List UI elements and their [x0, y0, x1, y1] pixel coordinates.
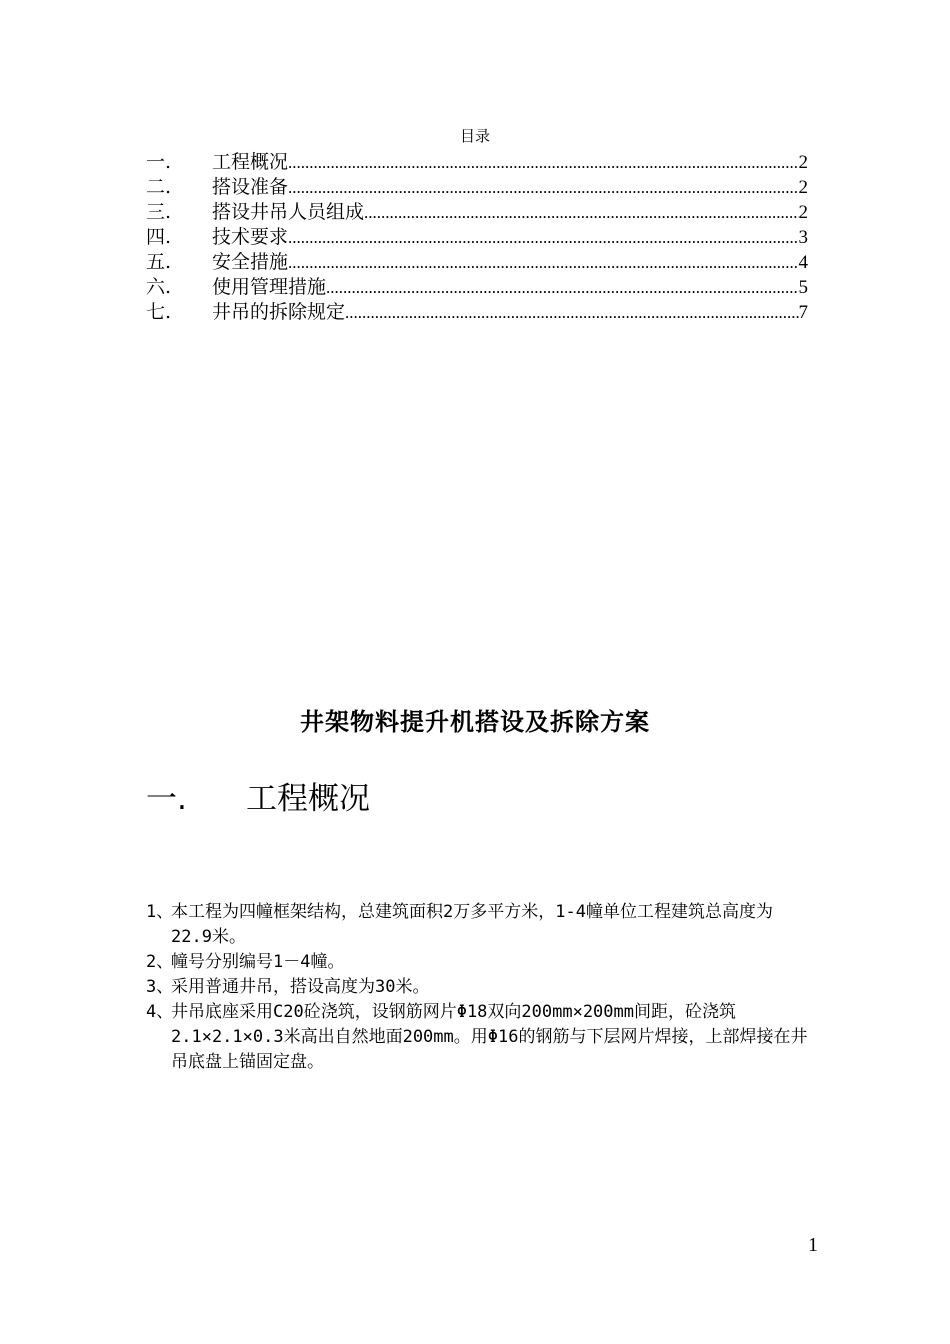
section-number: 一.	[146, 781, 187, 817]
list-item	[146, 1000, 810, 1075]
list-item-marker: 3、	[146, 977, 174, 997]
toc-entry[interactable]	[146, 275, 808, 300]
toc-dot-leader	[326, 275, 798, 300]
toc-entry[interactable]	[146, 200, 808, 225]
toc-dot-leader	[288, 175, 798, 200]
toc-entry-page: 2	[798, 152, 808, 173]
toc-entry[interactable]	[146, 175, 808, 200]
list-item	[146, 950, 810, 975]
toc-entry-number: 五.	[146, 251, 172, 273]
toc-entry-number: 七.	[146, 301, 172, 323]
toc-entry-number: 六.	[146, 276, 172, 298]
toc-entry-number: 三.	[146, 201, 172, 223]
table-of-contents	[146, 150, 808, 325]
toc-entry-label: 工程概况	[212, 151, 289, 173]
section-title: 工程概况	[246, 781, 370, 817]
list-item-text: 井吊底座采用C20砼浇筑，设钢筋网片Φ18双向200mm×200mm间距，砼浇筑2.1×2.1×0.3米高出自然地面200mm。用Φ16的钢筋与下层网片焊接，上部焊接在井吊底盘上锚固定盘。	[171, 1002, 808, 1072]
toc-entry-number: 四.	[146, 226, 172, 248]
list-item-text: 本工程为四幢框架结构，总建筑面积2万多平方米，1-4幢单位工程建筑总高度为22.9米。	[171, 902, 773, 947]
page-number: 1	[808, 1234, 818, 1256]
toc-entry-page: 4	[798, 252, 808, 273]
toc-entry-label: 技术要求	[212, 226, 289, 248]
list-item-marker: 1、	[146, 902, 174, 922]
toc-entry-page: 3	[798, 227, 808, 248]
toc-entry-label: 井吊的拆除规定	[212, 301, 346, 323]
toc-entry-label: 使用管理措施	[212, 276, 327, 298]
list-item-text: 采用普通井吊，搭设高度为30米。	[171, 977, 430, 997]
toc-entry-page: 7	[798, 302, 808, 323]
toc-dot-leader	[288, 150, 798, 175]
toc-dot-leader	[288, 250, 798, 275]
toc-dot-leader	[364, 200, 798, 225]
toc-dot-leader	[288, 225, 798, 250]
list-item	[146, 900, 810, 950]
list-item-text: 幢号分别编号1－4幢。	[171, 952, 345, 972]
toc-entry[interactable]	[146, 250, 808, 275]
section-body-list	[146, 900, 810, 1075]
toc-entry-number: 一.	[146, 151, 172, 173]
toc-entry-number: 二.	[146, 176, 172, 198]
toc-entry-page: 2	[798, 177, 808, 198]
toc-dot-leader	[345, 300, 798, 325]
toc-entry-label: 安全措施	[212, 251, 289, 273]
toc-entry[interactable]	[146, 225, 808, 250]
document-title: 井架物料提升机搭设及拆除方案	[300, 707, 650, 736]
toc-entry[interactable]	[146, 150, 808, 175]
toc-entry[interactable]	[146, 300, 808, 325]
list-item	[146, 975, 810, 1000]
toc-entry-page: 2	[798, 202, 808, 223]
toc-entry-label: 搭设准备	[212, 176, 289, 198]
toc-entry-label: 搭设井吊人员组成	[212, 201, 365, 223]
toc-entry-page: 5	[798, 277, 808, 298]
list-item-marker: 4、	[146, 1002, 174, 1022]
section-heading	[146, 776, 808, 822]
toc-title: 目录	[459, 127, 490, 145]
list-item-marker: 2、	[146, 952, 174, 972]
